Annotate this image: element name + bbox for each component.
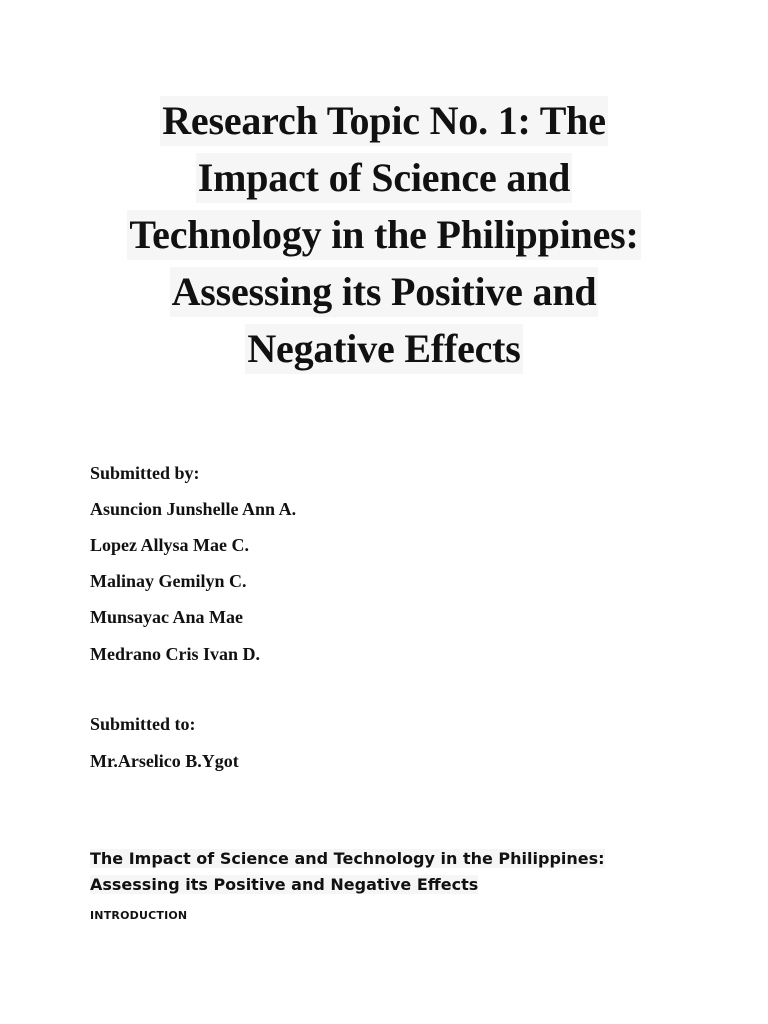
submitted-by-label: Submitted by:	[90, 463, 200, 483]
author-name: Munsayac Ana Mae	[90, 607, 243, 627]
title-line-2: Impact of Science and	[196, 153, 572, 203]
author-name: Lopez Allysa Mae C.	[90, 535, 249, 555]
author-name: Asuncion Junshelle Ann A.	[90, 499, 297, 519]
document-subtitle	[90, 846, 690, 898]
document-title	[0, 96, 768, 381]
title-line-1: Research Topic No. 1: The	[160, 96, 608, 146]
title-line-5: Negative Effects	[245, 324, 522, 374]
instructor-name: Mr.Arselico B.Ygot	[90, 751, 239, 771]
title-line-3: Technology in the Philippines:	[127, 210, 640, 260]
document-subtitle-text: The Impact of Science and Technology in the Philippines: Assessing its Positive and Negative Effects	[90, 849, 605, 894]
author-name: Malinay Gemilyn C.	[90, 571, 247, 591]
title-line-4: Assessing its Positive and	[170, 267, 599, 317]
submitted-to-label: Submitted to:	[90, 714, 196, 734]
section-heading-introduction: INTRODUCTION	[90, 909, 188, 922]
author-name: Medrano Cris Ivan D.	[90, 644, 260, 664]
